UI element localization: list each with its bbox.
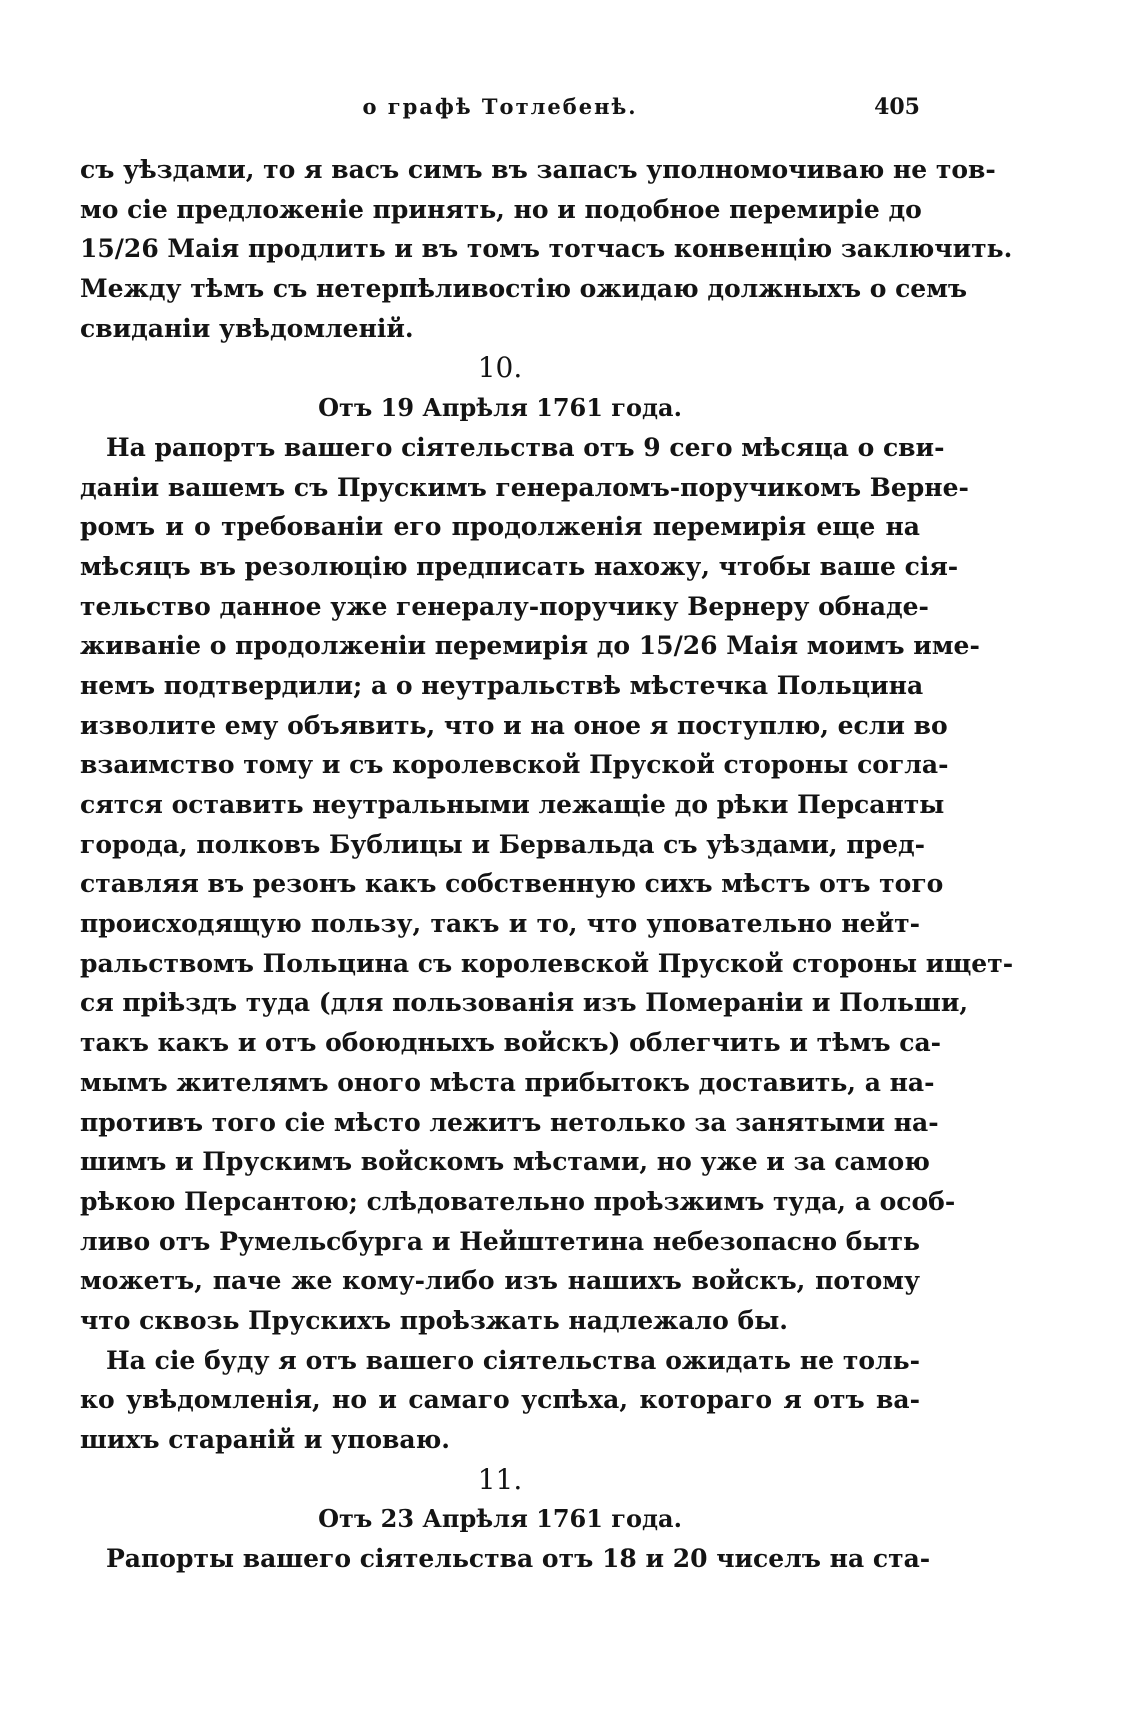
section-10-paragraph-2 [80,1341,920,1460]
section-10 [80,348,1014,1459]
text-line: Между тѣмъ съ нетерпѣливостію ожидаю должныхъ о семъ [80,274,968,304]
text-line: противъ того сіе мѣсто лежитъ нетолько за занятыми на- [80,1107,939,1137]
text-line: немъ подтвердили; а о неутральствѣ мѣстечка Польцина [80,670,924,700]
text-line: ко увѣдомленія, но и самаго успѣха, котораго я отъ ва- [80,1385,920,1415]
running-head-title: о графѣ Тотлебенѣ. [362,94,638,119]
text-line: На рапортъ вашего сіятельства отъ 9 сего мѣсяца о сви- [106,432,945,462]
text-line: шихъ стараній и уповаю. [80,1425,450,1454]
text-line: тельство данное уже генералу-поручику Вернеру обнаде- [80,591,929,621]
text-line: шимъ и Прускимъ войскомъ мѣстами, но уже и за самою [80,1147,930,1177]
text-line: сятся оставить неутральными лежащіе до рѣки Персанты [80,790,945,819]
text-line: происходящую пользу, такъ и то, что уповательно нейт- [80,909,920,939]
section-10-paragraph-1 [80,428,1014,1341]
section-number: 10. [477,351,523,385]
section-date: Отъ 19 Апрѣля 1761 года. [318,393,682,423]
text-line: изволите ему объявить, что и на оное я поступлю, если во [80,710,948,740]
text-line: съ уѣздами, то я васъ симъ въ запасъ уполномочиваю не тов- [80,155,996,184]
text-line: ромъ и о требованіи его продолженія перемирія еще на [80,512,920,542]
text-line: можетъ, паче же кому-либо изъ нашихъ войскъ, потому [80,1266,920,1296]
text-line: даніи вашемъ съ Прускимъ генераломъ-поручикомъ Верне- [80,472,969,502]
text-line: взаимство тому и съ королевской Пруской стороны согла- [80,750,949,780]
text-line: На сіе буду я отъ вашего сіятельства ожидать не толь- [106,1345,920,1375]
text-line: живаніе о продолженіи перемирія до 15/26 Маія моимъ име- [80,631,980,661]
text-line: ральствомъ Польцина съ королевской Пруской стороны ищет- [80,948,1014,978]
text-line: ставляя въ резонъ какъ собственную сихъ мѣстъ отъ того [80,869,944,899]
text-line: ся пріѣздъ туда (для пользованія изъ Помераніи и Польши, [80,988,969,1018]
running-head [80,94,920,134]
text-line: города, полковъ Бублицы и Бервальда съ уѣздами, пред- [80,829,926,859]
section-11 [80,1460,931,1579]
intro-paragraph [80,150,1013,348]
text-line: 15/26 Маія продлить и въ томъ тотчасъ конвенцію заключить. [80,234,1013,264]
section-date: Отъ 23 Апрѣля 1761 года. [318,1504,682,1534]
text-line: ливо отъ Румельсбурга и Нейштетина небезопасно быть [80,1226,920,1256]
text-line: Рапорты вашего сіятельства отъ 18 и 20 чиселъ на ста- [106,1544,931,1574]
page-body [80,150,1014,1579]
text-line: мѣсяцъ въ резолюцію предписать нахожу, чтобы ваше сія- [80,551,959,581]
text-line: такъ какъ и отъ обоюдныхъ войскъ) облегчить и тѣмъ са- [80,1028,942,1058]
page-number: 405 [874,94,920,120]
section-number: 11. [477,1462,523,1496]
text-line: мо сіе предложеніе принять, но и подобное перемиріе до [80,194,922,224]
text-line: что сквозь Прускихъ проѣзжать надлежало бы. [80,1305,788,1335]
text-line: свиданіи увѣдомленій. [80,313,414,343]
text-line: рѣкою Персантою; слѣдовательно проѣзжимъ туда, а особ- [80,1186,956,1216]
text-line: мымъ жителямъ оного мѣста прибытокъ доставить, а на- [80,1067,935,1097]
section-11-paragraph-1 [80,1539,931,1579]
